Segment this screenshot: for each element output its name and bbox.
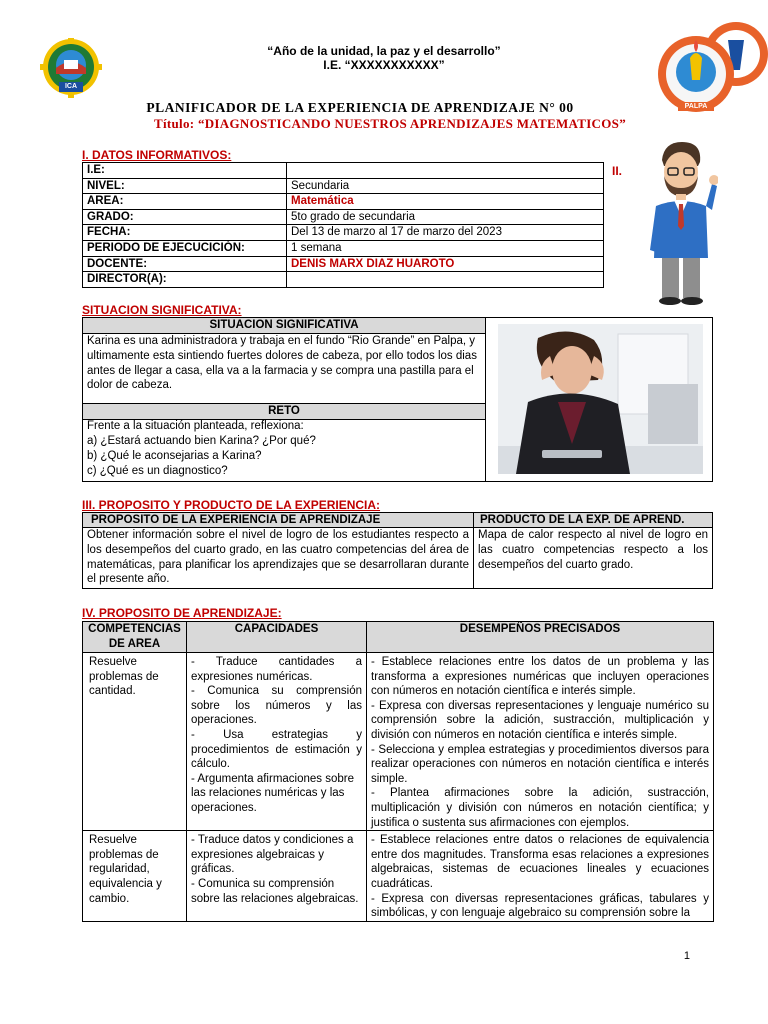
table-row	[83, 225, 604, 241]
capacidad-item: - Traduce cantidades a expresiones numéricas.	[191, 656, 362, 683]
datos-table	[82, 162, 604, 288]
section-heading-proposito: III. PROPOSITO Y PRODUCTO DE LA EXPERIENCIA:	[82, 498, 381, 512]
desempeno-item: - Expresa con diversas representaciones gráficas, tabulares y simbólicas, y con lenguaje algebraico su comprensión sobre la	[371, 892, 709, 920]
institution-name: I.E. “XXXXXXXXXXX”	[323, 58, 445, 72]
producto-text: Mapa de calor respecto al nivel de logro en las cuatro competencias respecto a los desempeños del cuarto grado.	[474, 528, 713, 589]
subtitle-label: Título:	[153, 116, 195, 131]
desempeno-item: - Establece relaciones entre datos o relaciones de equivalencia entre dos magnitudes. Transforma esas relaciones a expresiones algebraicas, sistemas de ecuaciones lineales y ecuaciones cuadráticas.	[371, 834, 709, 890]
datos-value: Secundaria	[287, 178, 604, 194]
datos-value: DENIS MARX DIAZ HUAROTO	[287, 256, 604, 272]
subtitle-text: “DIAGNOSTICANDO NUESTROS APRENDIZAJES MATEMATICOS”	[197, 116, 626, 131]
desempenos-cell	[367, 653, 714, 831]
reto-line: a) ¿Estará actuando bien Karina? ¿Por qué?	[87, 435, 316, 447]
logo-left-text: ICA	[64, 83, 78, 90]
table-row	[83, 256, 604, 272]
capacidad-item: - Argumenta afirmaciones sobre las relaciones numéricas y las operaciones.	[191, 772, 354, 814]
section-heading-datos: I. DATOS INFORMATIVOS:	[82, 148, 232, 162]
datos-value: Matemática	[287, 194, 604, 210]
competencias-col-header: COMPETENCIAS DE AREA	[83, 622, 187, 653]
page-subtitle	[0, 116, 768, 132]
situacion-box	[82, 317, 713, 482]
section-heading-aprendizaje: IV. PROPOSITO DE APRENDIZAJE:	[82, 606, 282, 620]
proposito-text: Obtener información sobre el nivel de logro de los estudiantes respecto a los desempeños del cuarto grado, en las cuatro competencias del área de matemáticas, para planificar los aprendizajes que se desarrollaran durante el presente año.	[83, 528, 474, 589]
proposito-table	[82, 512, 713, 589]
datos-value: 5to grado de secundaria	[287, 209, 604, 225]
datos-key: PERIODO DE EJECUCICIÓN:	[83, 240, 287, 256]
capacidad-item: - Comunica su comprensión sobre las relaciones algebraicas.	[191, 877, 359, 905]
datos-value: 1 semana	[287, 240, 604, 256]
datos-key: DOCENTE:	[83, 256, 287, 272]
desempeno-item: - Establece relaciones entre los datos de un problema y las transforma a expresiones numéricas que incluyen operaciones con números en notación científica e interés simple.	[371, 656, 709, 698]
box-divider	[485, 318, 486, 481]
reto-questions	[87, 419, 481, 479]
capacidades-cell	[187, 831, 367, 922]
proposito-col-header: PROPOSITO DE LA EXPERIENCIA DE APRENDIZAJE	[83, 513, 474, 528]
datos-key: GRADO:	[83, 209, 287, 225]
datos-key: I.E:	[83, 163, 287, 179]
situacion-text: Karina es una administradora y trabaja en el fundo “Rio Grande” en Palpa, y ultimamente esta sintiendo fuertes dolores de cabeza, por ello todos los dias antes de llegar a casa, ella va a la farmacia y se compra una pastilla para el dolor de cabeza.	[87, 335, 477, 392]
table-row	[83, 178, 604, 194]
section-label-ii: II.	[612, 164, 623, 178]
table-row	[83, 272, 604, 288]
reto-line: Frente a la situación planteada, reflexiona:	[87, 420, 304, 432]
page-number: 1	[683, 950, 690, 962]
capacidad-item: - Usa estrategias y procedimientos de estimación y cálculo.	[191, 728, 362, 771]
desempenos-col-header: DESEMPEÑOS PRECISADOS	[367, 622, 714, 653]
reto-title: RETO	[83, 403, 486, 420]
table-row	[83, 240, 604, 256]
year-motto: “Año de la unidad, la paz y el desarrollo”	[267, 44, 501, 58]
teacher-avatar-illustration	[648, 140, 718, 306]
logo-right-text: PALPA	[684, 103, 708, 110]
desempeno-item: - Expresa con diversas representaciones y lenguaje numérico su comprensión sobre la adición, sustracción, multiplicación y división con números en notación científica e interés simple.	[371, 699, 709, 741]
competencia-cell: Resuelve problemas de regularidad, equivalencia y cambio.	[83, 831, 187, 922]
desempenos-cell	[367, 831, 714, 922]
table-row	[83, 653, 714, 831]
table-row	[83, 831, 714, 922]
table-row	[83, 194, 604, 210]
page-title: PLANIFICADOR DE LA EXPERIENCIA DE APRENDIZAJE N° 00	[146, 100, 574, 115]
reto-line: c) ¿Qué es un diagnostico?	[87, 465, 228, 477]
datos-key: AREA:	[83, 194, 287, 210]
producto-col-header: PRODUCTO DE LA EXP. DE APREND.	[474, 513, 713, 528]
desempeno-item: - Plantea afirmaciones sobre la adición, sustracción, multiplicación y división con números en notación científica; y justifica o sustenta sus afirmaciones con ejemplos.	[371, 787, 709, 829]
datos-key: DIRECTOR(A):	[83, 272, 287, 288]
capacidades-col-header: CAPACIDADES	[187, 622, 367, 653]
competencia-cell: Resuelve problemas de cantidad.	[83, 653, 187, 831]
table-row	[83, 528, 713, 589]
woman-headache-photo	[498, 324, 703, 474]
datos-value	[287, 163, 604, 179]
capacidad-item: - Comunica su comprensión sobre los números y las operaciones.	[191, 685, 362, 727]
table-row	[83, 622, 714, 653]
capacidades-cell	[187, 653, 367, 831]
table-row	[83, 163, 604, 179]
desempeno-item: - Selecciona y emplea estrategias y procedimientos diversos para realizar operaciones con números en notación científica e interés simple.	[371, 743, 709, 785]
aprendizaje-table	[82, 621, 714, 922]
section-heading-situacion: SITUACION SIGNIFICATIVA:	[82, 303, 242, 317]
capacidad-item: - Traduce datos y condiciones a expresiones algebraicas y gráficas.	[191, 834, 354, 876]
situacion-title: SITUACION SIGNIFICATIVA	[83, 318, 486, 334]
table-row	[83, 209, 604, 225]
datos-value	[287, 272, 604, 288]
reto-line: b) ¿Qué le aconsejarias a Karina?	[87, 450, 262, 462]
datos-value: Del 13 de marzo al 17 de marzo del 2023	[287, 225, 604, 241]
datos-key: NIVEL:	[83, 178, 287, 194]
datos-key: FECHA:	[83, 225, 287, 241]
table-row	[83, 513, 713, 528]
